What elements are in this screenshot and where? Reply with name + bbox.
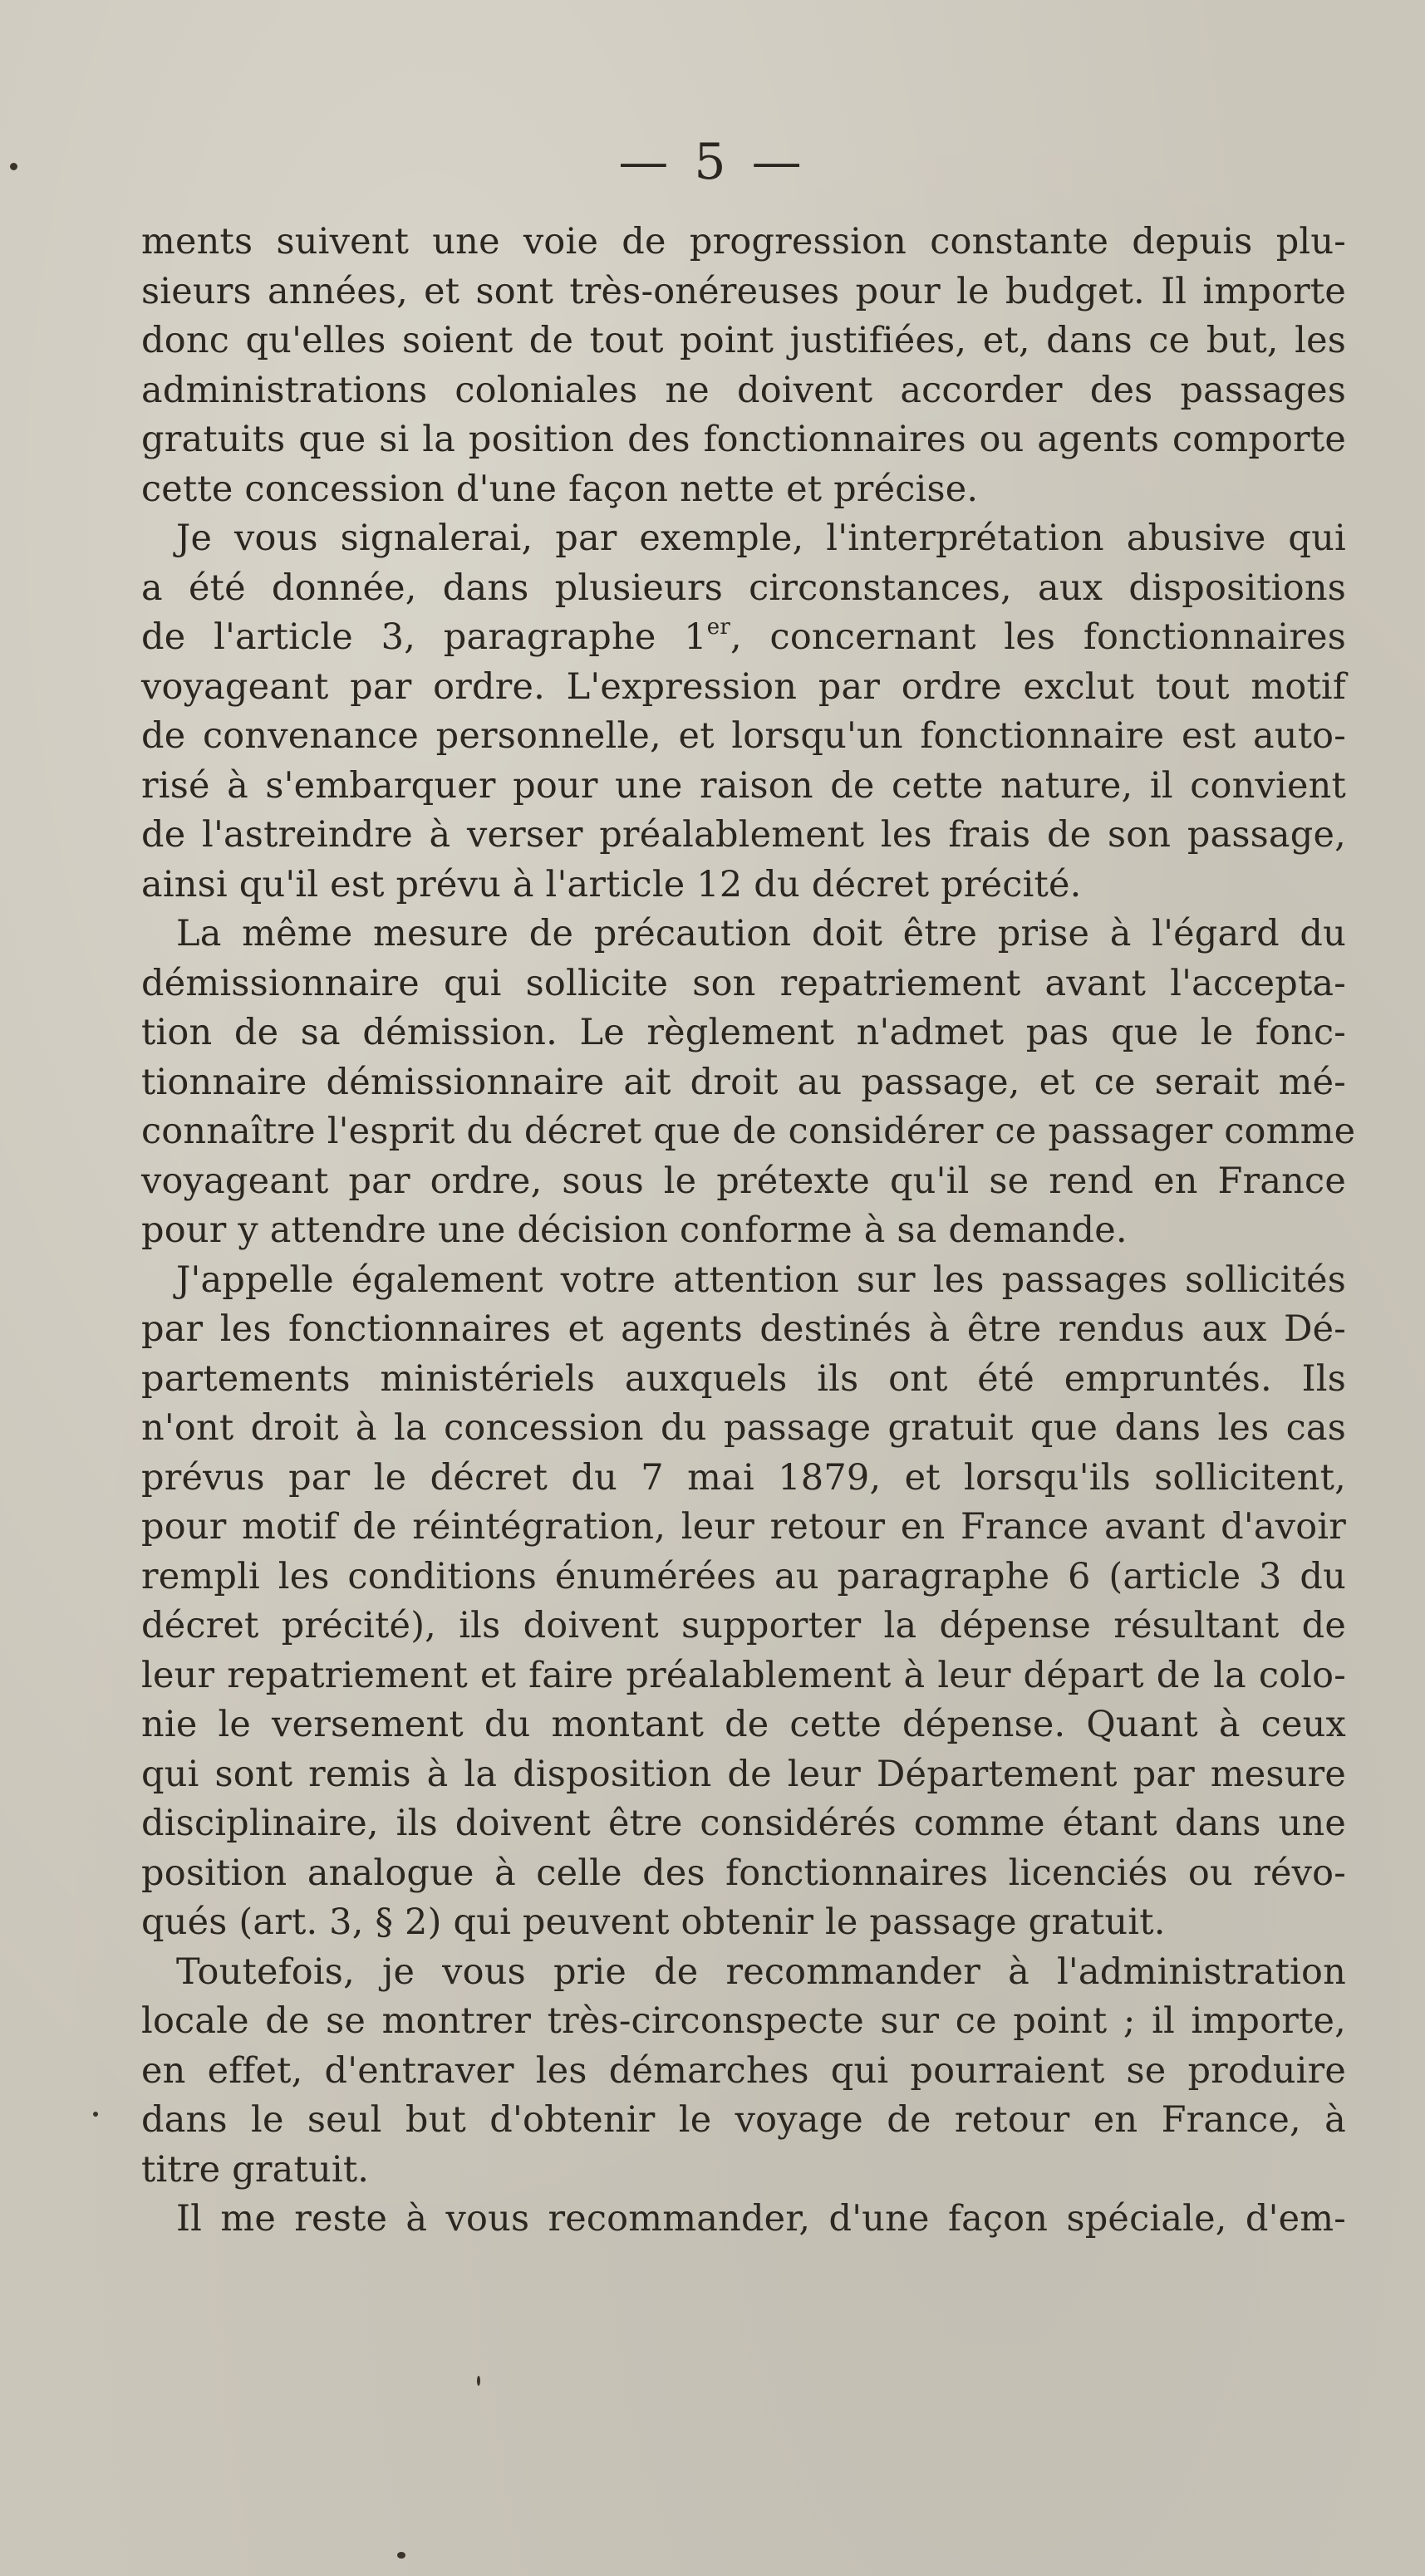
scan-speck-mark [477,2376,480,2386]
text-line: voyageant par ordre. L'expression par ordre exclut tout motif [141,665,1346,708]
text-line: ainsi qu'il est prévu à l'article 12 du décret précité. [141,863,1082,905]
text-line: n'ont droit à la concession du passage gratuit que dans les cas [141,1407,1346,1449]
paragraph-1 [141,218,1346,514]
paragraph-4 [141,1256,1346,1948]
text-line: gratuits que si la position des fonctionnaires ou agents comporte [141,419,1346,460]
text-line: donc qu'elles soient de tout point justifiées, et, dans ce but, les [141,320,1346,361]
text-line: démissionnaire qui sollicite son repatriement avant l'accepta- [141,962,1346,1004]
text-line: voyageant par ordre, sous le prétexte qu'il se rend en France [141,1160,1346,1202]
text-line: J'appelle également votre attention sur les passages sollicités [176,1259,1346,1301]
text-line: Je vous signalerai, par exemple, l'interprétation abusive qui [176,518,1346,559]
text-line: risé à s'embarquer pour une raison de cette nature, il convient [141,764,1346,807]
text-line: qués (art. 3, § 2) qui peuvent obtenir le passage gratuit. [141,1901,1166,1943]
paragraph-6 [141,2195,1346,2245]
text-line: La même mesure de précaution doit être prise à l'égard du [176,913,1346,954]
text-line: disciplinaire, ils doivent être considérés comme étant dans une [141,1803,1346,1844]
text-line: de l'astreindre à verser préalablement les frais de son passage, [141,814,1346,856]
paragraph-3 [141,910,1356,1256]
superscript: er [706,615,730,640]
text-line: pour motif de réintégration, leur retour en France avant d'avoir [141,1506,1346,1548]
text-line: rempli les conditions énumérées au paragraphe 6 (article 3 du [141,1555,1346,1597]
text-line: locale de se montrer très-circonspecte sur ce point ; il importe, [141,2000,1346,2042]
text-line: qui sont remis à la disposition de leur Département par mesure [141,1753,1346,1795]
text-segment: , concernant les fonctionnaires [730,616,1347,658]
text-line: titre gratuit. [141,2148,370,2191]
text-line: sieurs années, et sont très-onéreuses pour le budget. Il importe [141,270,1346,312]
text-line: connaître l'esprit du décret que de considérer ce passager comme [141,1111,1356,1152]
text-line: leur repatriement et faire préalablement à leur départ de la colo- [141,1654,1346,1696]
text-line: en effet, d'entraver les démarches qui pourraient se produire [141,2049,1346,2092]
text-segment: de l'article 3, paragraphe 1 [141,616,707,658]
text-line: Toutefois, je vous prie de recommander à l'administration [176,1950,1346,1993]
text-line: position analogue à celle des fonctionnaires licenciés ou révo- [141,1852,1346,1894]
text-line: administrations coloniales ne doivent accorder des passages [141,369,1346,411]
text-line: Il me reste à vous recommander, d'une façon spéciale, d'em- [176,2198,1346,2240]
text-line: tionnaire démissionnaire ait droit au passage, et ce serait mé- [141,1061,1346,1103]
text-line: prévus par le décret du 7 mai 1879, et lorsqu'ils sollicitent, [141,1456,1346,1499]
text-line: a été donnée, dans plusieurs circonstances, aux dispositions [141,567,1346,609]
text-line: pour y attendre une décision conforme à sa demande. [141,1209,1128,1251]
paragraph-5 [141,1948,1346,2196]
text-line: tion de sa démission. Le règlement n'admet pas que le fonc- [141,1012,1346,1053]
text-line: dans le seul but d'obtenir le voyage de retour en France, à [141,2099,1346,2141]
page-number: — 5 — [618,133,807,191]
text-line: décret précité), ils doivent supporter la dépense résultant de [141,1605,1346,1646]
text-line: partements ministériels auxquels ils ont été empruntés. Ils [141,1357,1346,1400]
scan-speck-mark [10,163,17,170]
text-line: nie le versement du montant de cette dépense. Quant à ceux [141,1704,1346,1745]
scan-speck-mark [397,2552,405,2559]
paragraph-2 [141,514,1346,910]
text-line: cette concession d'une façon nette et précise. [141,468,979,510]
body-text [141,218,1356,2245]
text-line [141,613,1346,663]
scan-speck-mark [93,2112,98,2117]
text-line: ments suivent une voie de progression constante depuis plu- [141,221,1346,263]
text-line: de convenance personnelle, et lorsqu'un fonctionnaire est auto- [141,715,1346,757]
text-line: par les fonctionnaires et agents destinés à être rendus aux Dé- [141,1308,1346,1350]
